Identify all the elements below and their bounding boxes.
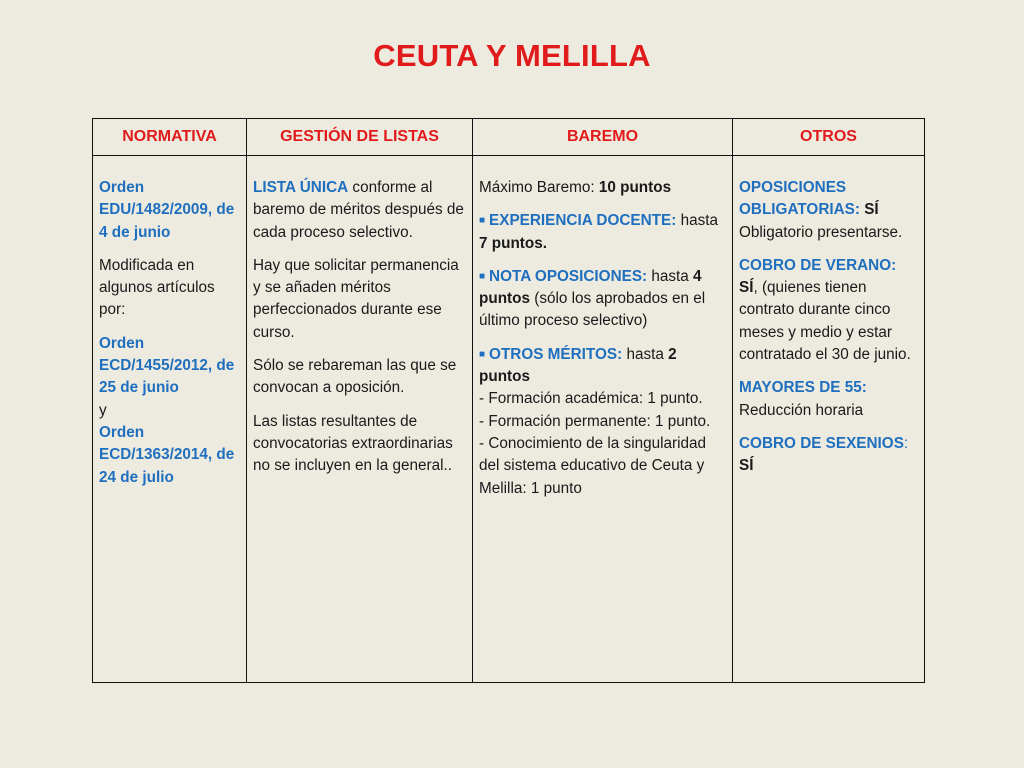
- header-otros: OTROS: [733, 119, 925, 156]
- y-connector: y: [99, 401, 107, 419]
- sexenios-value: SÍ: [739, 457, 754, 475]
- square-bullet-icon: ■: [479, 270, 486, 282]
- oposiciones-label: OPOSICIONES OBLIGATORIAS:: [739, 179, 860, 219]
- experiencia-rest: hasta: [676, 212, 718, 230]
- maximo-label: Máximo Baremo:: [479, 179, 599, 196]
- cell-otros: [733, 156, 925, 683]
- info-table: [92, 118, 925, 683]
- oposiciones-text: Obligatorio presentarse.: [739, 223, 903, 241]
- nota-item: [479, 266, 726, 333]
- verano-item: [739, 255, 918, 366]
- orden-ecd-1363: Orden ECD/1363/2014, de 24 de julio: [99, 423, 235, 486]
- nota-rest: hasta: [647, 267, 694, 285]
- content-row: [93, 156, 925, 683]
- modificada-text: Modificada en algunos artículos por:: [99, 256, 215, 319]
- sexenios-item: [739, 433, 918, 455]
- sexenios-label: COBRO DE SEXENIOS: [739, 434, 904, 452]
- nota-note: (sólo los aprobados en el último proceso selectivo): [479, 290, 706, 330]
- maximo-baremo: [479, 177, 726, 199]
- formacion-permanente: - Formación permanente: 1 punto.: [479, 412, 711, 430]
- otros-meritos-rest: hasta: [622, 345, 669, 363]
- rebareman-text: Sólo se rebareman las que se convocan a oposición.: [253, 357, 457, 397]
- lista-unica-text: [253, 177, 466, 244]
- square-bullet-icon: ■: [479, 348, 486, 360]
- header-gestion: GESTIÓN DE LISTAS: [247, 119, 473, 156]
- slide-title: CEUTA Y MELILLA: [373, 38, 651, 73]
- orden-edu-1482: Orden EDU/1482/2009, de 4 de junio: [99, 179, 235, 241]
- otros-meritos-item: [479, 344, 726, 389]
- oposiciones-item: [739, 177, 918, 222]
- experiencia-item: [479, 210, 726, 255]
- cell-gestion: [247, 156, 473, 683]
- header-normativa: NORMATIVA: [93, 119, 247, 156]
- mayores-label: MAYORES DE 55:: [739, 379, 867, 397]
- maximo-value: 10 puntos: [598, 179, 672, 196]
- oposiciones-value: SÍ: [859, 201, 879, 219]
- square-bullet-icon: ■: [479, 215, 486, 227]
- verano-value: SÍ: [739, 279, 754, 297]
- mayores-text: Reducción horaria: [739, 401, 864, 419]
- cell-baremo: [473, 156, 733, 683]
- orden-ecd-1455: Orden ECD/1455/2012, de 25 de junio: [99, 334, 235, 397]
- header-baremo: BAREMO: [473, 119, 733, 156]
- formacion-academica: - Formación académica: 1 punto.: [479, 390, 703, 408]
- lista-unica-rest: conforme al baremo de méritos después de cada proceso selectivo.: [253, 179, 464, 241]
- conocimiento-singularidad: - Conocimiento de la singularidad del sistema educativo de Ceuta y Melilla: 1 punto: [479, 434, 707, 497]
- verano-label: COBRO DE VERANO:: [739, 256, 897, 274]
- otros-meritos-value: 2 puntos: [479, 345, 677, 386]
- verano-text: , (quienes tienen contrato durante cinco meses y medio y estar contratado el 30 de junio.: [739, 279, 911, 364]
- lista-unica-label: LISTA ÚNICA: [253, 179, 349, 196]
- otros-meritos-label: OTROS MÉRITOS:: [489, 345, 623, 363]
- extraordinarias-text: Las listas resultantes de convocatorias extraordinarias no se incluyen en la general..: [253, 412, 453, 475]
- nota-label: NOTA OPOSICIONES:: [489, 267, 648, 285]
- header-row: [93, 119, 925, 156]
- cell-normativa: [93, 156, 247, 683]
- experiencia-value: 7 puntos.: [479, 234, 547, 252]
- nota-value: 4 puntos: [479, 267, 702, 308]
- permanencia-text: Hay que solicitar permanencia y se añaden méritos perfeccionados durante ese curso.: [253, 256, 459, 341]
- experiencia-label: EXPERIENCIA DOCENTE:: [489, 212, 677, 230]
- sexenios-colon: :: [903, 434, 909, 452]
